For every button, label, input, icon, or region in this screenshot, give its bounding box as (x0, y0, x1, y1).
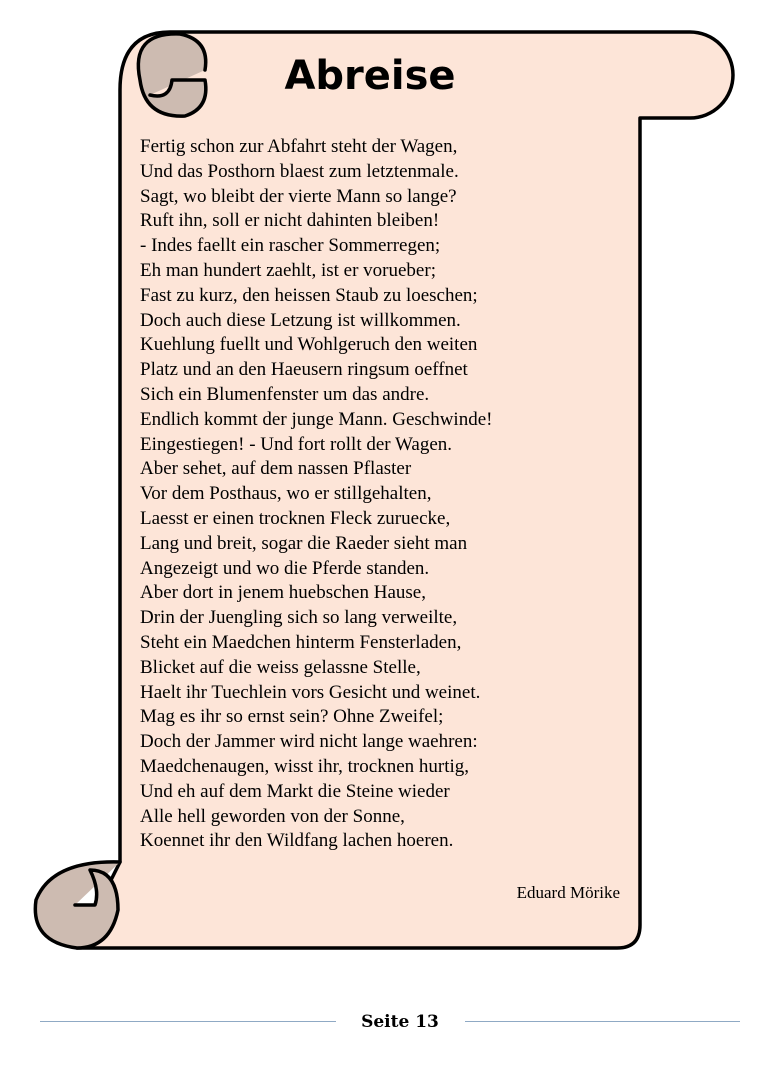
poem-line: Kuehlung fuellt und Wohlgeruch den weiten (140, 334, 478, 356)
poem-line: Blicket auf die weiss gelassne Stelle, (140, 656, 421, 678)
poem-line: Lang und breit, sogar die Raeder sieht man (140, 532, 468, 554)
poem-line: Fertig schon zur Abfahrt steht der Wagen, (140, 136, 458, 157)
poem-line: Haelt ihr Tuechlein vors Gesicht und weinet. (140, 681, 481, 703)
poem-line: Endlich kommt der junge Mann. Geschwinde! (140, 408, 493, 430)
poem-line: Doch auch diese Letzung ist willkommen. (140, 309, 461, 331)
bottom-curl-icon (35, 862, 120, 948)
poem-line: Aber dort in jenem huebschen Hause, (140, 582, 426, 604)
poem-line: Doch der Jammer wird nicht lange waehren: (140, 731, 478, 753)
poem-line: Sich ein Blumenfenster um das andre. (140, 383, 430, 405)
poem-line: Und eh auf dem Markt die Steine wieder (140, 780, 450, 802)
poem-line: Platz und an den Haeusern ringsum oeffnet (140, 359, 468, 381)
footer-rule-right (465, 1021, 740, 1022)
poem-line: Vor dem Posthaus, wo er stillgehalten, (140, 483, 432, 505)
poem-line: Sagt, wo bleibt der vierte Mann so lange? (140, 185, 457, 207)
poem-line: Koennet ihr den Wildfang lachen hoeren. (140, 830, 454, 852)
poem-text (140, 135, 620, 854)
footer-rule-left (40, 1021, 336, 1022)
poem-line: Steht ein Maedchen hinterm Fensterladen, (140, 631, 462, 653)
poem-line: Laesst er einen trocknen Fleck zuruecke, (140, 507, 451, 529)
page-number: Seite 13 (361, 1012, 439, 1032)
poem-title: Abreise (284, 53, 456, 99)
poem-line: Ruft ihn, soll er nicht dahinten bleiben! (140, 210, 440, 232)
poem-line: Alle hell geworden von der Sonne, (140, 805, 405, 827)
poem-line: Eh man hundert zaehlt, ist er vorueber; (140, 259, 436, 281)
poem-line: Und das Posthorn blaest zum letztenmale. (140, 160, 459, 182)
poem-line: Eingestiegen! - Und fort rollt der Wagen. (140, 433, 453, 455)
poem-line: Maedchenaugen, wisst ihr, trocknen hurtig, (140, 755, 470, 777)
poem-line: Angezeigt und wo die Pferde standen. (140, 557, 430, 579)
poem-author: Eduard Mörike (516, 883, 620, 902)
poem-line: Mag es ihr so ernst sein? Ohne Zweifel; (140, 706, 444, 728)
poem-line: Fast zu kurz, den heissen Staub zu loeschen; (140, 284, 478, 306)
poem-line: Aber sehet, auf dem nassen Pflaster (140, 458, 412, 480)
poem-line: Drin der Juengling sich so lang verweilte, (140, 607, 458, 629)
poem-line: - Indes faellt ein rascher Sommerregen; (140, 235, 441, 257)
